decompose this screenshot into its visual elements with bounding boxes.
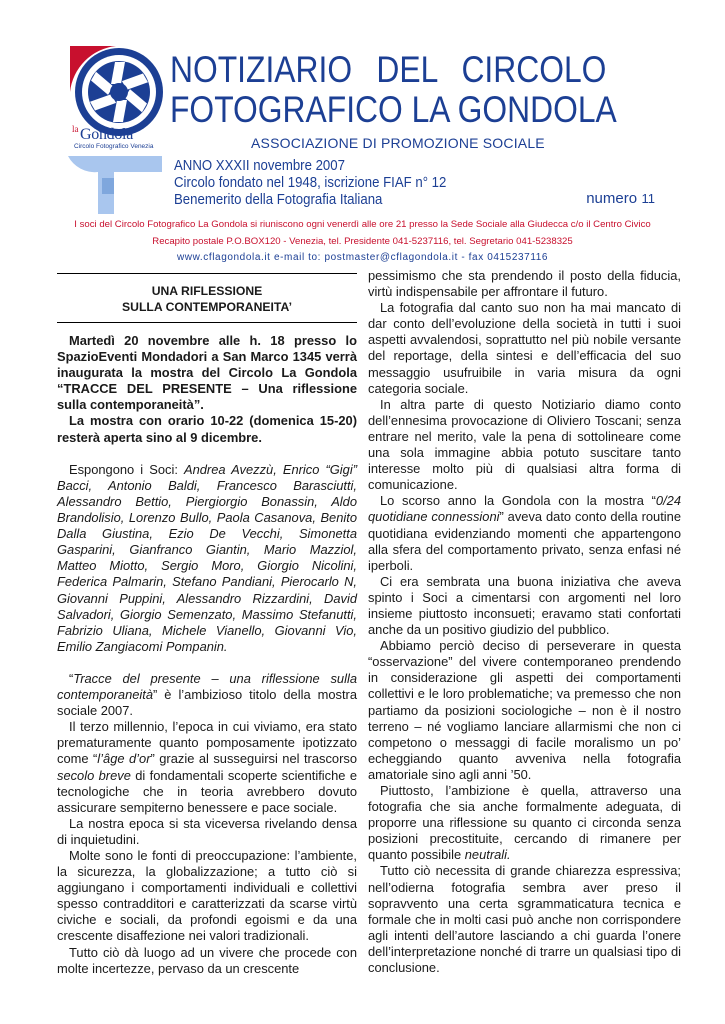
founding-info: Circolo fondato nel 1948, iscrizione FIAF n° 12 <box>174 174 447 191</box>
article-title-line2: SULLA CONTEMPORANEITA’ <box>122 300 292 314</box>
issue-value: 11 <box>641 191 655 206</box>
merit-info: Benemerito della Fotografia Italiana <box>174 191 383 208</box>
camera-aperture-icon <box>88 61 150 123</box>
meeting-info: I soci del Circolo Fotografico La Gondola si riuniscono ogni venerdì alle ore 21 presso la Sede Sociale alla Giudecca c/o il Centro Civico <box>74 219 651 230</box>
announcement-paragraph: Martedì 20 novembre alle h. 18 presso lo SpazioEventi Mondadori a San Marco 1345 verrà inaugurata la mostra del Circolo La Gondola “TRACCE DEL PRESENTE – Una riflessione sulla contemporaneità”. <box>57 333 357 413</box>
issue-label: numero <box>586 190 638 207</box>
issue-number <box>586 190 655 208</box>
millennium-paragraph: Il terzo millennio, l’epoca in cui viviamo, era stato prematuramente quanto pomposamente ipotizzato come “l’âge d’or” grazie al susseguirsi nel trascorso secolo breve di fondamentali scoperte scientifiche e tecnologiche che in teoria avrebbero dovuto assicurare sempiterno benessere e pace sociale. <box>57 719 357 815</box>
newsletter-title-line2: FOTOGRAFICO LA GONDOLA <box>170 89 617 130</box>
toscani-paragraph: In altra parte di questo Notiziario diamo conto dell’ennesima provocazione di Oliviero Toscani; senza entrare nel merito, vale la pena di sottolineare come una sola immagine abbia potuto suscitare tanto interesse molto più di qualsiasi altra forma di comunicazione. <box>368 396 681 493</box>
right-column <box>368 268 681 976</box>
divider-top <box>57 273 357 274</box>
issue-year-month: ANNO XXXII novembre 2007 <box>174 157 345 174</box>
logo-blue-base <box>68 156 162 214</box>
exhibitors-names: Andrea Avezzù, Enrico “Gigi” Bacci, Antonio Baldi, Francesco Barasciutti, Alessandro Bettio, Piergiorgio Bonassin, Aldo Brandolisio, Lorenzo Bullo, Paola Casanova, Benito Dalla Giustina, Ezio De Vecchi, Simonetta Gasparini, Gianfranco Giantin, Mario Mazziol, Matteo Miotto, Sergio Moro, Giorgio Nicolini, Federica Palmarin, Stefano Pandiani, Pierocarlo N, Giovanni Puppini, Alessandro Rizzardini, David Salvadori, Giorgio Semenzato, Massimo Stefanutti, Fabrizio Uliana, Michele Vianello, Giovanni Vio, Emilio Zangiacomi Pompanin. <box>57 461 357 654</box>
epoch-paragraph: La nostra epoca si sta viceversa rivelando densa di inquietudini. <box>57 815 357 847</box>
logo-name: Gondola <box>80 126 134 143</box>
title-paragraph: “Tracce del presente – una riflessione sulla contemporaneità” è l’ambizioso titolo della mostra sociale 2007. <box>57 670 357 719</box>
uncertainty-paragraph: Tutto ciò dà luogo ad un vivere che procede con molte incertezze, pervaso da un crescente <box>57 944 357 976</box>
contact-info: Recapito postale P.O.BOX120 - Venezia, tel. Presidente 041-5237116, tel. Segretario 041-5238325 <box>152 236 573 247</box>
exhibitors-paragraph <box>57 462 357 655</box>
pessimism-paragraph: pessimismo che sta prendendo il posto della fiducia, virtù indispensabile per affrontare il futuro. <box>368 268 681 300</box>
logo-subtitle: Circolo Fotografico Venezia <box>74 143 154 150</box>
article-title-line1: UNA RIFLESSIONE <box>151 284 263 298</box>
observation-paragraph: Abbiamo perciò deciso di perseverare in questa “osservazione” del vivere contemporaneo prendendo in considerazione gli aspetti dei comportamenti collettivi e le loro problematiche; va premesso che non partiamo da posizioni sociologiche – non è il nostro terreno – né vogliamo lanciare allarmismi che non ci competono o messaggi di facile moralismo un po’ echeggiando quanto avveniva nella fotografia amatoriale sino agli anni ’50. <box>368 638 681 782</box>
divider-bottom <box>57 322 357 323</box>
ambition-paragraph: Piuttosto, l’ambizione è quella, attraverso una fotografia che sia anche formalmente adeguata, di proporre una riflessione su quanto ci circonda senza posizioni precostituite, cercando di rimanere per quanto possibile neutrali. <box>368 783 681 863</box>
exhibitors-lead: Espongono i Soci: <box>69 461 184 477</box>
initiative-paragraph: Ci era sembrata una buona iniziativa che aveva spinto i Soci a cimentarsi con argomenti nel loro insieme piuttosto inconsueti; eravamo stati confortati anche da un positivo giudizio del pubblico. <box>368 573 681 638</box>
association-subtitle: ASSOCIAZIONE DI PROMOZIONE SOCIALE <box>251 135 545 151</box>
clarity-paragraph: Tutto ciò necessita di grande chiarezza espressiva; nell’odierna fotografia sembra aver preso il sopravvento una certa sgrammaticatura tecnica e formale che in molti casi può anche non corrispondere agli intenti dell’autore lasciando a chi guarda l’onere dell’interpretazione nonché di trarre un qualsiasi tipo di conclusione. <box>368 863 681 976</box>
article-title <box>57 283 357 315</box>
web-contact-info[interactable]: www.cflagondola.it e-mail to: postmaster@cflagondola.it - fax 0415237116 <box>176 252 549 263</box>
photography-paragraph: La fotografia dal canto suo non ha mai mancato di dar conto dell’evoluzione della società in tutti i suoi aspetti avvalendosi, soprattutto nel più nobile versante del reportage, della sintesi e dell’efficacia del suo messaggio usufruibile in varia misura da ogni categoria sociale. <box>368 300 681 396</box>
opening-hours-paragraph: La mostra con orario 10-22 (domenica 15-20) resterà aperta sino al 9 dicembre. <box>57 413 357 445</box>
previous-exhibition-paragraph: Lo scorso anno la Gondola con la mostra “0/24 quotidiane connessioni” aveva dato conto della routine quotidiana evidenziando momenti che appartengono alla sfera del comportamento privato, senza enfasi né iperboli. <box>368 493 681 573</box>
left-column <box>57 333 357 977</box>
newsletter-title-line1: NOTIZIARIO DEL CIRCOLO <box>170 49 607 90</box>
logo-prefix: la <box>72 124 79 134</box>
concerns-paragraph: Molte sono le fonti di preoccupazione: l’ambiente, la sicurezza, la globalizzazione; a tutto ciò si aggiungano i comportamenti individuali e collettivi spesso contradditori e caratterizzati da scarse virtù civiche e sociali, da profondi egoismi e da una crescente disaffezione nei valori tradizionali. <box>57 848 357 944</box>
exhibition-title: Tracce del presente – una riflessione sulla contemporaneità <box>57 670 357 703</box>
